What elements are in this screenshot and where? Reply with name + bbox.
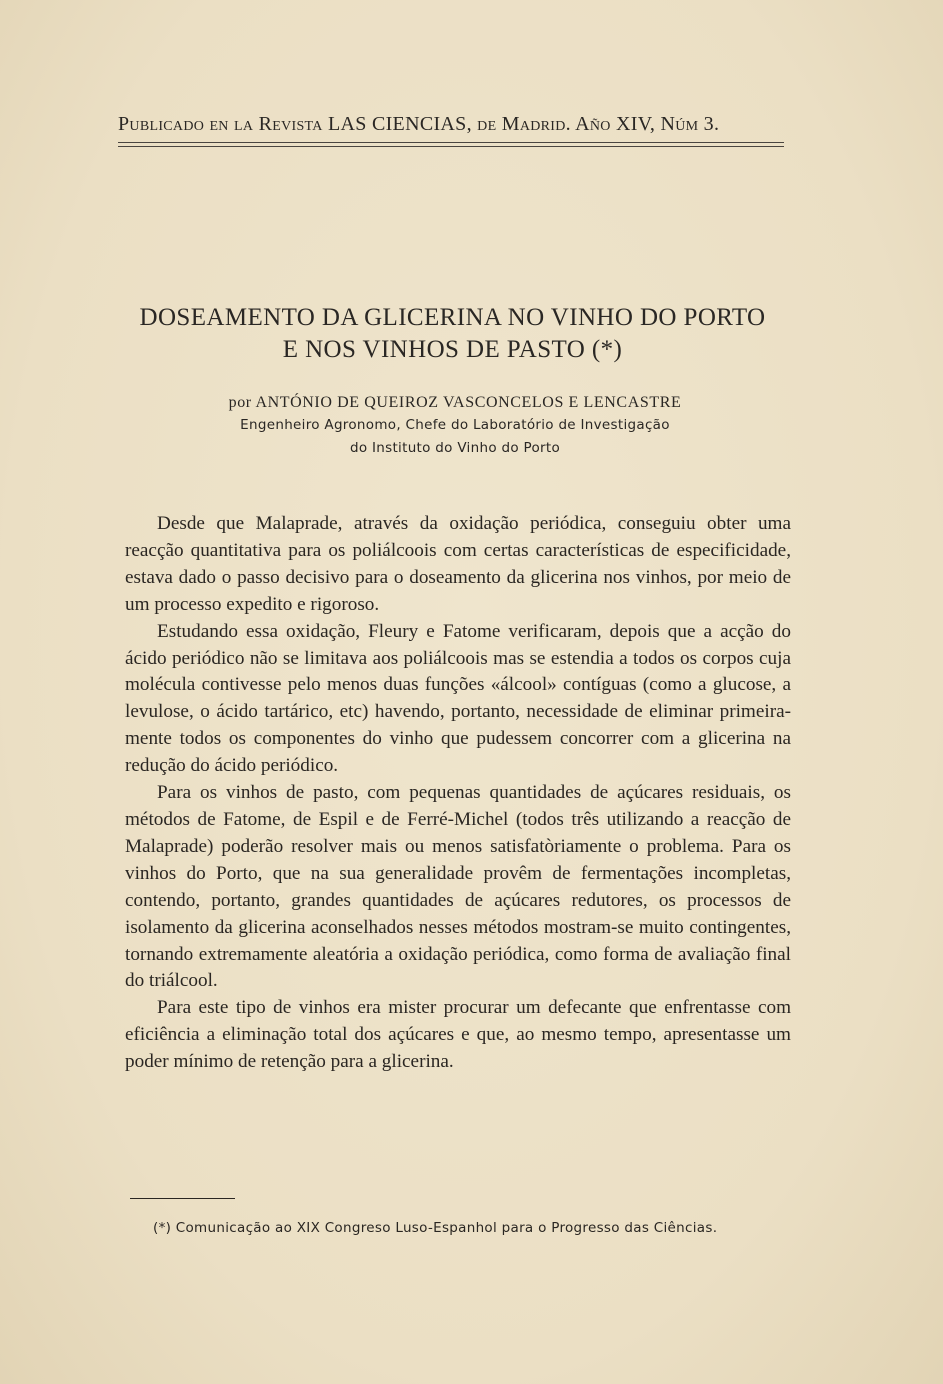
body-paragraph: Estudando essa oxidação, Fleury e Fatome verificaram, depois que a acção do ácido periódico não se limitava aos poliálcoois mas se estendia a todos os corpos cuja molécula contivesse pelo menos duas funções «álcool» contíguas (como a glucose, a levulose, o ácido tartárico, etc) havendo, portanto, necessidade de eliminar primeiramente todos os componentes do vinho que pudessem concorrer com a glicerina na redução do ácido periódico. — [125, 620, 791, 777]
header-rule-top — [118, 142, 784, 143]
footnote-rule — [130, 1198, 235, 1199]
author-byline: por ANTÓNIO DE QUEIROZ VASCONCELOS E LENCASTRE — [228, 394, 682, 411]
author-affiliation-line-2: do Instituto do Vinho do Porto — [349, 440, 561, 456]
title-line-2: E NOS VINHOS DE PASTO (*) — [282, 336, 623, 363]
author-affiliation-line-1: Engenheiro Agronomo, Chefe do Laboratório de Investigação — [240, 417, 670, 433]
article-body — [125, 511, 791, 1076]
publication-header: Publicado en la Revista LAS CIENCIAS, de Madrid. Año XIV, Núm 3. — [118, 113, 720, 135]
title-line-1: DOSEAMENTO DA GLICERINA NO VINHO DO PORTO — [139, 304, 766, 331]
body-paragraph: Desde que Malaprade, através da oxidação periódica, conseguiu obter uma reacção quantitativa para os poliálcoois com certas características de especificidade, estava dado o passo decisivo para o doseamento da glicerina nos vinhos, por meio de um processo expedito e rigoroso. — [125, 513, 791, 615]
header-rule-bottom — [118, 146, 784, 147]
body-paragraph: Para os vinhos de pasto, com pequenas quantidades de açúcares residuais, os métodos de Fatome, de Espil e de Ferré-Michel (todos três utilizando a reacção de Malaprade) poderão resolver mais ou menos satisfatòriamente o problema. Para os vinhos do Porto, que na sua generalidade provêm de fermentações incompletas, contendo, portanto, grandes quantidades de açúcares redutores, os processos de isolamento da glicerina aconselhados nesses métodos mostram-se muito contingentes, tornando extremamente aleatória a oxidação periódica, como forma de avaliação final do triálcool. — [125, 782, 791, 992]
article-title — [95, 302, 810, 366]
footnote: (*) Comunicação ao XIX Congreso Luso-Espanhol para o Progresso das Ciências. — [153, 1220, 718, 1236]
body-paragraph: Para este tipo de vinhos era mister procurar um defecante que enfrentasse com eficiência a eliminação total dos açúcares e que, ao mesmo tempo, apresentasse um poder mínimo de retenção para a glicerina. — [125, 997, 791, 1073]
